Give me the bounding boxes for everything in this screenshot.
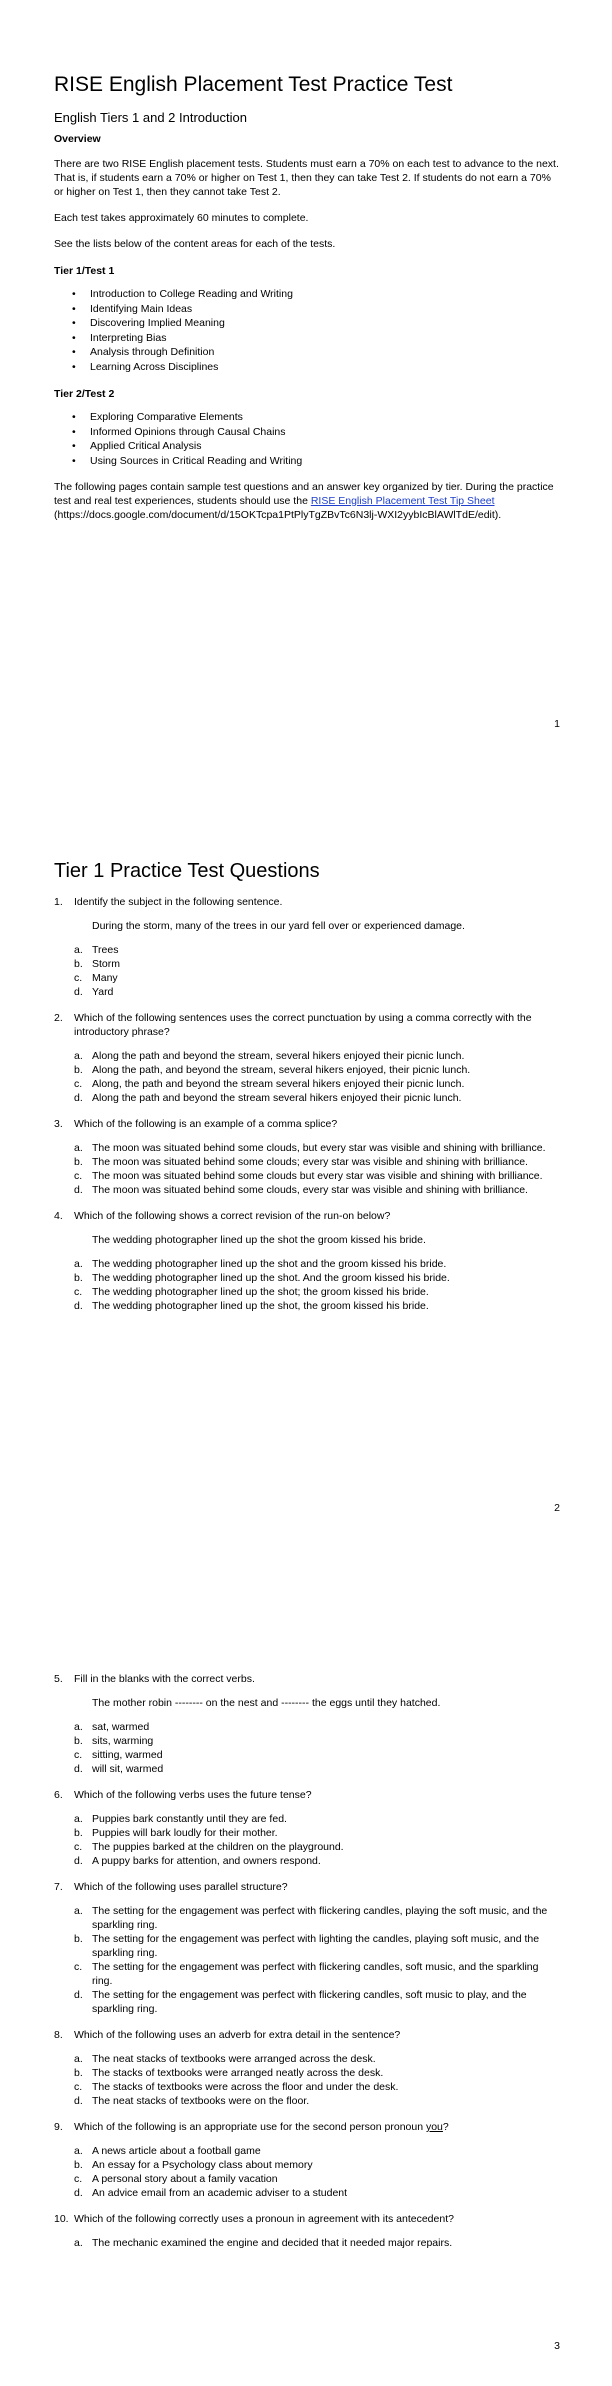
answer-option [54, 1904, 560, 1932]
option-text: The setting for the engagement was perfect with flickering candles, playing the soft music, and the sparkling ring. [92, 1905, 548, 1931]
option-text: The wedding photographer lined up the shot, the groom kissed his bride. [92, 1300, 429, 1312]
duration-paragraph: Each test takes approximately 60 minutes to complete. [54, 212, 309, 224]
option-text: Many [92, 972, 118, 984]
option-letter: a. [74, 1050, 83, 1062]
question-text: Which of the following verbs uses the future tense? [74, 1789, 312, 1801]
answer-options [54, 2236, 560, 2250]
option-letter: a. [74, 2237, 83, 2249]
question-number: 4. [54, 1210, 63, 1222]
tier2-list [54, 410, 560, 468]
answer-option [54, 1840, 560, 1854]
option-text: Puppies will bark loudly for their mother. [92, 1827, 278, 1839]
option-text: A puppy barks for attention, and owners respond. [92, 1855, 321, 1867]
question-number: 6. [54, 1789, 63, 1801]
answer-options [54, 943, 560, 999]
answer-option [54, 1141, 560, 1155]
section-title: Tier 1 Practice Test Questions [54, 860, 320, 882]
document-title: RISE English Placement Test Practice Test [54, 73, 453, 96]
page-1-content [54, 72, 560, 522]
option-letter: a. [74, 2053, 83, 2065]
option-letter: b. [74, 2159, 83, 2171]
option-text: The setting for the engagement was perfect with flickering candles, soft music to play, and the sparkling ring. [92, 1989, 527, 2015]
question [54, 1672, 560, 1776]
answer-option [54, 2094, 560, 2108]
answer-option [54, 2066, 560, 2080]
option-text: The setting for the engagement was perfect with lighting the candles, playing soft music, and the sparkling ring. [92, 1933, 540, 1959]
option-letter: d. [74, 1300, 83, 1312]
answer-option [54, 1748, 560, 1762]
option-text: sat, warmed [92, 1721, 150, 1733]
option-text: Along, the path and beyond the stream several hikers enjoyed their picnic lunch. [92, 1078, 465, 1090]
option-text: The mechanic examined the engine and decided that it needed major repairs. [92, 2237, 453, 2249]
option-letter: c. [74, 1170, 83, 1182]
option-text: A news article about a football game [92, 2145, 261, 2157]
sample-questions-paragraph [54, 480, 560, 522]
page-number: 3 [554, 2340, 560, 2352]
answer-option [54, 1812, 560, 1826]
answer-option [54, 1183, 560, 1197]
option-text: The moon was situated behind some clouds, but every star was visible and shining with brilliance. [92, 1142, 546, 1154]
answer-option [54, 2052, 560, 2066]
question-text: Which of the following uses an adverb for extra detail in the sentence? [74, 2029, 401, 2041]
option-text: The moon was situated behind some clouds, every star was visible and shining with brilliance. [92, 1184, 528, 1196]
answer-option [54, 1077, 560, 1091]
option-text: Trees [92, 944, 119, 956]
answer-options [54, 1904, 560, 2016]
question-text: Which of the following shows a correct revision of the run-on below? [74, 1210, 391, 1222]
option-letter: b. [74, 1735, 83, 1747]
answer-options [54, 2144, 560, 2200]
option-letter: c. [74, 972, 83, 984]
option-text: Along the path and beyond the stream several hikers enjoyed their picnic lunch. [92, 1092, 462, 1104]
answer-options [54, 1257, 560, 1313]
question-stem [54, 1672, 560, 1686]
question-stem [54, 2028, 560, 2042]
question [54, 1788, 560, 1868]
answer-options [54, 1812, 560, 1868]
option-letter: d. [74, 1092, 83, 1104]
option-letter: d. [74, 2187, 83, 2199]
option-letter: a. [74, 1813, 83, 1825]
tier1-list [54, 287, 560, 374]
option-letter: a. [74, 2145, 83, 2157]
question-stem [54, 1880, 560, 1894]
answer-option [54, 943, 560, 957]
tier1-heading: Tier 1/Test 1 [54, 265, 115, 277]
question-number: 8. [54, 2029, 63, 2041]
tier1-item: • Introduction to College Reading and Writing [54, 287, 560, 302]
answer-option [54, 1091, 560, 1105]
question-number: 3. [54, 1118, 63, 1130]
question-number: 9. [54, 2121, 63, 2133]
option-text: The moon was situated behind some clouds; every star was visible and shining with brilliance. [92, 1156, 528, 1168]
question-quote: The mother robin -------- on the nest and -------- the eggs until they hatched. [92, 1697, 441, 1709]
question-text: Which of the following correctly uses a pronoun in agreement with its antecedent? [74, 2213, 454, 2225]
option-text: Along the path and beyond the stream, several hikers enjoyed their picnic lunch. [92, 1050, 465, 1062]
option-letter: d. [74, 1184, 83, 1196]
answer-option [54, 1720, 560, 1734]
option-text: The wedding photographer lined up the shot; the groom kissed his bride. [92, 1286, 429, 1298]
option-text: Along the path, and beyond the stream, several hikers enjoyed, their picnic lunch. [92, 1064, 471, 1076]
option-letter: c. [74, 1841, 83, 1853]
overview-paragraph: There are two RISE English placement tests. Students must earn a 70% on each test to advance to the next. That is, if students earn a 70% or higher on Test 1, then they can take Test 2. If students do not earn a 70% or higher on Test 1, then they cannot take Test 2. [54, 158, 559, 198]
answer-option [54, 1271, 560, 1285]
option-letter: a. [74, 1905, 83, 1917]
question-number: 7. [54, 1881, 63, 1893]
answer-option [54, 1063, 560, 1077]
question [54, 2028, 560, 2108]
page-1 [0, 0, 612, 780]
option-letter: c. [74, 1749, 83, 1761]
question-number: 10. [54, 2213, 69, 2225]
content-areas-paragraph: See the lists below of the content areas for each of the tests. [54, 238, 336, 250]
answer-options [54, 1720, 560, 1776]
option-text: Puppies bark constantly until they are fed. [92, 1813, 287, 1825]
option-text: sitting, warmed [92, 1749, 163, 1761]
option-letter: b. [74, 1156, 83, 1168]
paragraph-text: The following pages contain sample test questions and an answer key organized by tier. During the practice test and real test experiences, students should use the [54, 481, 554, 507]
question-text: Which of the following uses parallel structure? [74, 1881, 288, 1893]
answer-option [54, 1988, 560, 2016]
option-letter: c. [74, 2173, 83, 2185]
document-subtitle: English Tiers 1 and 2 Introduction [54, 110, 247, 125]
option-letter: b. [74, 1933, 83, 1945]
option-text: The stacks of textbooks were across the floor and under the desk. [92, 2081, 399, 2093]
option-text: A personal story about a family vacation [92, 2173, 278, 2185]
answer-options [54, 2052, 560, 2108]
option-letter: c. [74, 1961, 83, 1973]
question-number: 5. [54, 1673, 63, 1685]
answer-option [54, 1285, 560, 1299]
question-stem [54, 1788, 560, 1802]
tip-sheet-link[interactable]: RISE English Placement Test Tip Sheet [310, 495, 495, 507]
option-text: will sit, warmed [92, 1763, 164, 1775]
question-text: Which of the following is an appropriate use for the second person pronoun [74, 2121, 426, 2133]
question-list [54, 1672, 560, 2250]
question [54, 2212, 560, 2250]
question-stem [54, 1011, 560, 1039]
page-number: 2 [554, 1502, 560, 1514]
answer-option [54, 1169, 560, 1183]
answer-option [54, 1960, 560, 1988]
question [54, 895, 560, 999]
option-letter: a. [74, 1721, 83, 1733]
tier1-item: • Discovering Implied Meaning [54, 316, 560, 331]
answer-option [54, 1257, 560, 1271]
answer-option [54, 971, 560, 985]
option-text: The neat stacks of textbooks were arranged across the desk. [92, 2053, 376, 2065]
question-stem [54, 1117, 560, 1131]
question [54, 2120, 560, 2200]
question-quote: During the storm, many of the trees in our yard fell over or experienced damage. [92, 920, 465, 932]
option-text: The puppies barked at the children on the playground. [92, 1841, 344, 1853]
option-text: The stacks of textbooks were arranged neatly across the desk. [92, 2067, 384, 2079]
question-number: 1. [54, 896, 63, 908]
tier1-item: • Analysis through Definition [54, 345, 560, 360]
option-letter: b. [74, 958, 83, 970]
answer-options [54, 1049, 560, 1105]
question-text: Fill in the blanks with the correct verbs. [74, 1673, 255, 1685]
option-text: An essay for a Psychology class about memory [92, 2159, 313, 2171]
page-2 [0, 860, 612, 1560]
question-stem [54, 2212, 560, 2226]
question [54, 1011, 560, 1105]
tier2-item: • Using Sources in Critical Reading and Writing [54, 454, 560, 469]
option-letter: d. [74, 2095, 83, 2107]
option-letter: b. [74, 1064, 83, 1076]
option-text: An advice email from an academic adviser to a student [92, 2187, 348, 2199]
option-letter: c. [74, 1286, 83, 1298]
option-text: The neat stacks of textbooks were on the floor. [92, 2095, 310, 2107]
option-letter: d. [74, 1855, 83, 1867]
option-text: The wedding photographer lined up the shot and the groom kissed his bride. [92, 1258, 447, 1270]
answer-option [54, 1932, 560, 1960]
answer-option [54, 1155, 560, 1169]
question-number: 2. [54, 1012, 63, 1024]
option-letter: d. [74, 1989, 83, 2001]
question-text: Which of the following is an example of a comma splice? [74, 1118, 338, 1130]
answer-option [54, 2158, 560, 2172]
option-letter: c. [74, 2081, 83, 2093]
question-list [54, 895, 560, 1313]
tier2-item: • Informed Opinions through Causal Chains [54, 425, 560, 440]
question-stem [54, 2120, 560, 2134]
tier1-item: • Learning Across Disciplines [54, 360, 560, 375]
option-text: The setting for the engagement was perfect with flickering candles, soft music, and the sparkling ring. [92, 1961, 539, 1987]
option-letter: b. [74, 2067, 83, 2079]
page-number: 1 [554, 718, 560, 730]
question-text: Identify the subject in the following sentence. [74, 896, 283, 908]
option-text: sits, warming [92, 1735, 154, 1747]
option-text: The wedding photographer lined up the shot. And the groom kissed his bride. [92, 1272, 450, 1284]
paragraph-text: (https://docs.google.com/document/d/15OKTcpa1PtPlyTgZBvTc6N3lj-WXI2yybIcBlAWlTdE/edit). [54, 509, 502, 521]
option-letter: a. [74, 1258, 83, 1270]
answer-option [54, 1734, 560, 1748]
question [54, 1117, 560, 1197]
option-text: Yard [92, 986, 114, 998]
answer-option [54, 1049, 560, 1063]
overview-heading: Overview [54, 133, 101, 145]
answer-option [54, 2236, 560, 2250]
page-3 [0, 1660, 612, 2386]
question-quote: The wedding photographer lined up the shot the groom kissed his bride. [92, 1234, 426, 1246]
question-text: ? [442, 2121, 449, 2133]
tier2-item: • Applied Critical Analysis [54, 439, 560, 454]
answer-option [54, 1299, 560, 1313]
tier2-item: • Exploring Comparative Elements [54, 410, 560, 425]
option-text: Storm [92, 958, 121, 970]
question-stem [54, 895, 560, 909]
option-letter: b. [74, 1272, 83, 1284]
question-text: Which of the following sentences uses the correct punctuation by using a comma correctly with the introductory phrase? [74, 1012, 532, 1038]
option-text: The moon was situated behind some clouds but every star was visible and shining with brilliance. [92, 1170, 543, 1182]
answer-option [54, 1854, 560, 1868]
answer-option [54, 985, 560, 999]
option-letter: a. [74, 944, 83, 956]
option-letter: a. [74, 1142, 83, 1154]
tier1-item: • Identifying Main Ideas [54, 302, 560, 317]
tier1-item: • Interpreting Bias [54, 331, 560, 346]
question-stem [54, 1209, 560, 1223]
answer-options [54, 1141, 560, 1197]
answer-option [54, 2080, 560, 2094]
tier2-heading: Tier 2/Test 2 [54, 388, 115, 400]
option-letter: c. [74, 1078, 83, 1090]
option-letter: b. [74, 1827, 83, 1839]
question [54, 1880, 560, 2016]
answer-option [54, 957, 560, 971]
answer-option [54, 1826, 560, 1840]
underlined-word: you [425, 2121, 443, 2133]
page-3-content [54, 1660, 560, 2250]
answer-option [54, 2186, 560, 2200]
question [54, 1209, 560, 1313]
answer-option [54, 2172, 560, 2186]
answer-option [54, 2144, 560, 2158]
answer-option [54, 1762, 560, 1776]
option-letter: d. [74, 1763, 83, 1775]
page-2-content [54, 860, 560, 1313]
option-letter: d. [74, 986, 83, 998]
